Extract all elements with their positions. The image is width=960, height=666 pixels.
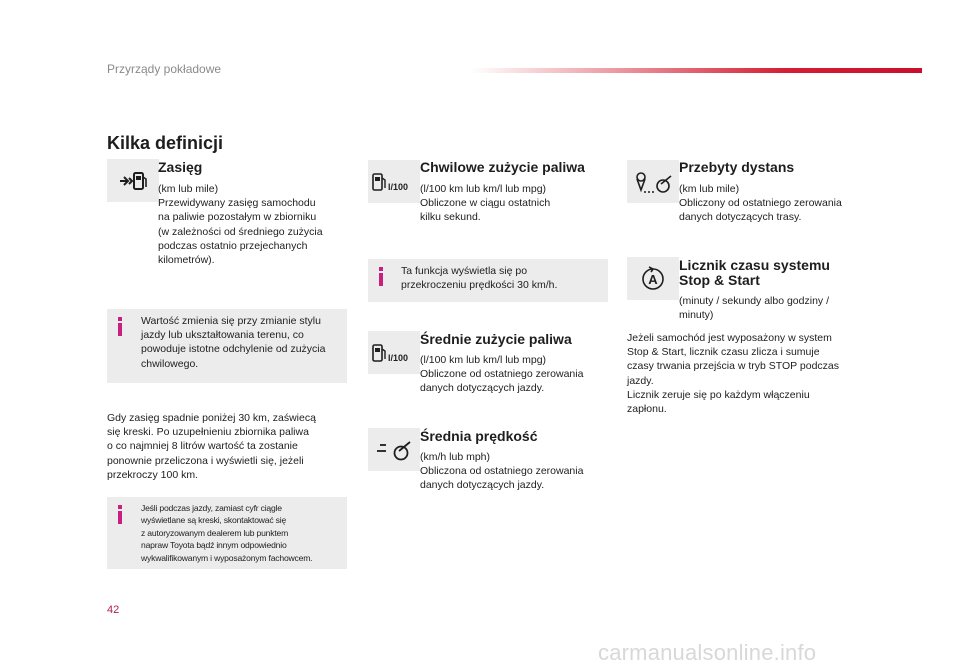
average-consumption-icon <box>368 331 420 374</box>
average-consumption-description <box>420 353 610 396</box>
distance-travelled-description <box>679 182 879 225</box>
icon-label: l/100 <box>388 181 409 192</box>
desc-line: Obliczona od ostatniego zerowania <box>420 465 584 478</box>
para-line: Licznik zeruje się po każdym włączeniu <box>627 388 810 401</box>
average-speed-title: Średnia prędkość <box>420 428 538 444</box>
desc-line: danych dotyczących trasy. <box>679 211 802 224</box>
range-title: Zasięg <box>158 159 203 175</box>
para-line: ponownie przeliczona i wyświetli się, jeżeli <box>107 454 304 467</box>
range-description <box>158 182 348 267</box>
note-line: chwilowego. <box>141 357 199 370</box>
speed-info-note <box>368 259 608 302</box>
stop-start-units <box>679 294 879 322</box>
note-line: Wartość zmienia się przy zmianie stylu <box>141 315 321 327</box>
dealer-info-note <box>107 497 347 569</box>
units-line: minuty) <box>679 309 714 322</box>
distance-travelled-title: Przebyty dystans <box>679 159 795 175</box>
stop-start-icon <box>627 257 679 300</box>
average-consumption-title: Średnie zużycie paliwa <box>420 331 572 347</box>
range-line: (w zależności od średniego zużycia <box>158 225 323 238</box>
icon-label: A <box>648 271 658 287</box>
instant-consumption-icon <box>368 160 420 203</box>
note-line: powoduje istotne odchylenie od zużycia <box>141 343 326 356</box>
stop-start-title <box>679 258 899 288</box>
note-line: przekroczeniu prędkości 30 km/h. <box>401 279 558 292</box>
desc-line: (l/100 km lub km/l lub mpg) <box>420 183 547 195</box>
desc-line: (km lub mile) <box>679 183 740 195</box>
range-info-note <box>107 309 347 383</box>
para-line: Stop & Start, licznik czasu zlicza i sumuje <box>627 346 820 359</box>
para-line: jazdy. <box>627 374 654 387</box>
desc-line: Obliczony od ostatniego zerowania <box>679 197 842 210</box>
para-line: o co najmniej 8 litrów wartość ta zostanie <box>107 440 298 453</box>
note-line: wykwalifikowanym i wyposażonym fachowcem. <box>141 552 313 563</box>
para-line: Gdy zasięg spadnie poniżej 30 km, zaświecą <box>107 412 316 424</box>
distance-travelled-icon <box>627 160 679 203</box>
para-line: czasy trwania przejścia w tryb STOP podczas <box>627 360 840 373</box>
note-line: z autoryzowanym dealerem lub punktem <box>141 527 289 538</box>
note-line: jazdy lub ukształtowania terenu, co <box>141 329 304 342</box>
page-number: 42 <box>107 604 120 616</box>
range-line: Przewidywany zasięg samochodu <box>158 197 316 210</box>
desc-line: danych dotyczących jazdy. <box>420 382 545 395</box>
note-line: Ta funkcja wyświetla się po <box>401 265 528 277</box>
watermark: carmanualsonline.info <box>598 640 817 665</box>
header-title: Przyrządy pokładowe <box>107 62 222 76</box>
fuel-range-icon <box>107 159 159 202</box>
info-icon <box>118 505 122 524</box>
desc-line: Obliczone w ciągu ostatnich <box>420 197 551 210</box>
info-icon <box>118 317 122 336</box>
para-line: zapłonu. <box>627 403 667 416</box>
desc-line: danych dotyczących jazdy. <box>420 479 545 492</box>
note-line: napraw Toyota bądź innym odpowiednio <box>141 540 287 551</box>
range-line: kilometrów). <box>158 254 215 267</box>
para-line: Jeżeli samochód jest wyposażony w system <box>627 332 832 344</box>
instant-consumption-title: Chwilowe zużycie paliwa <box>420 159 585 175</box>
stop-start-paragraph <box>627 331 887 416</box>
average-speed-description <box>420 450 610 493</box>
average-speed-icon <box>368 428 420 471</box>
para-line: przekroczy 100 km. <box>107 468 199 481</box>
desc-line: kilku sekund. <box>420 211 481 224</box>
range-dashes-paragraph <box>107 411 352 482</box>
desc-line: Obliczone od ostatniego zerowania <box>420 368 584 381</box>
note-line: Jeśli podczas jazdy, zamiast cyfr ciągle <box>141 503 282 513</box>
instant-consumption-description <box>420 182 610 225</box>
range-line: na paliwie pozostałym w zbiorniku <box>158 211 317 224</box>
icon-label: l/100 <box>388 352 409 363</box>
title-line: Licznik czasu systemu <box>679 257 830 273</box>
units-line: (minuty / sekundy albo godziny / <box>679 295 829 307</box>
range-line: podczas ostatnio przejechanych <box>158 239 308 252</box>
desc-line: (l/100 km lub km/l lub mpg) <box>420 354 547 366</box>
info-icon <box>379 267 383 286</box>
section-title: Kilka definicji <box>107 133 224 153</box>
range-units: (km lub mile) <box>158 183 219 195</box>
desc-line: (km/h lub mph) <box>420 451 491 463</box>
header-accent-bar <box>470 68 922 73</box>
para-line: się kreski. Po uzupełnieniu zbiornika paliwa <box>107 426 309 439</box>
title-line: Stop & Start <box>679 272 760 288</box>
note-line: wyświetlane są kreski, skontaktować się <box>141 515 287 526</box>
